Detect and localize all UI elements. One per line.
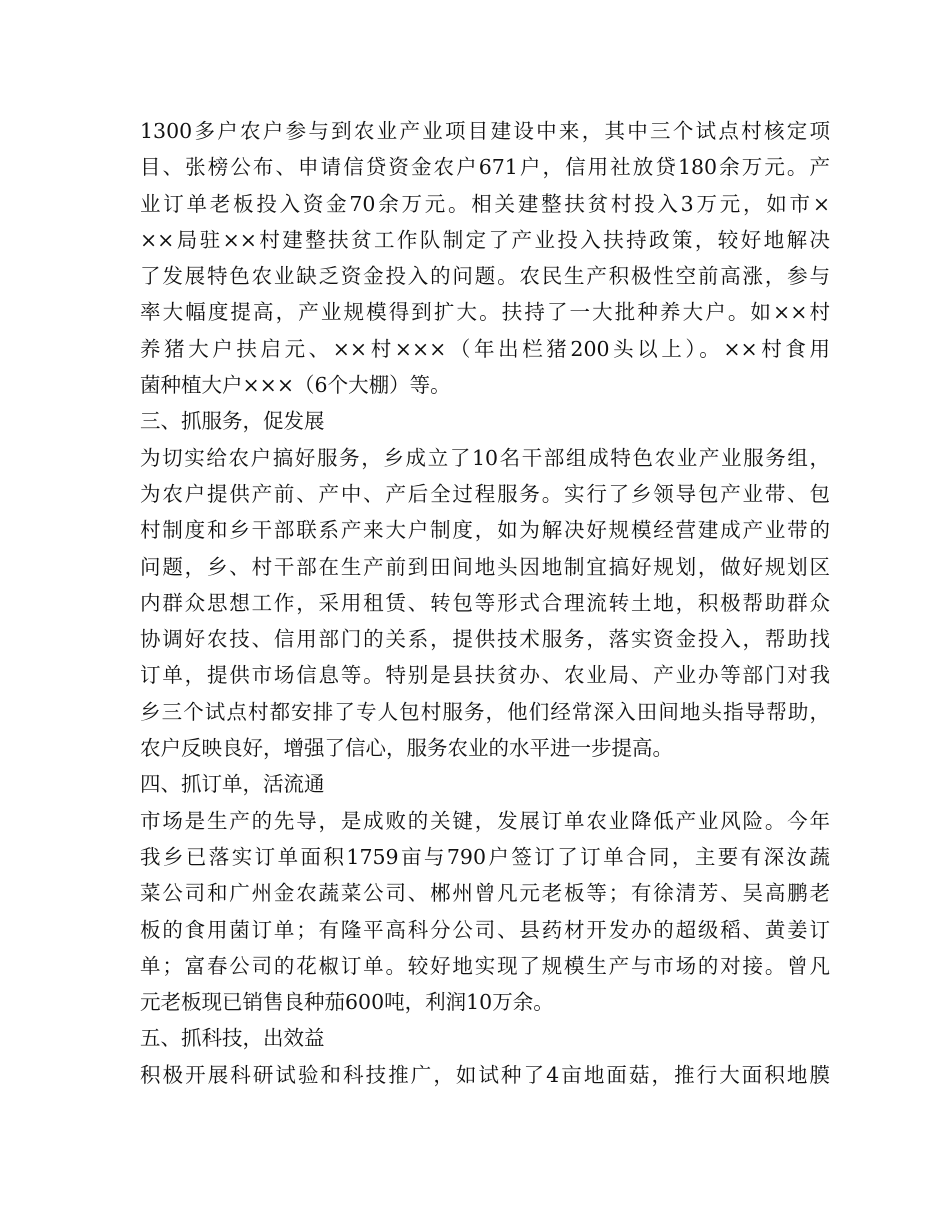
paragraph-line: 菜公司和广州金农蔬菜公司、郴州曾凡元老板等；有徐清芳、吴高鹏老: [140, 881, 830, 906]
paragraph-line: 订单，提供市场信息等。特别是县扶贫办、农业局、产业办等部门对我: [140, 663, 830, 688]
paragraph-line: 村制度和乡干部联系产来大户制度，如为解决好规模经营建成产业带的: [140, 518, 830, 543]
section-heading: 三、抓服务，促发展: [140, 409, 325, 434]
paragraph-line: 率大幅度提高，产业规模得到扩大。扶持了一大批种养大户。如××村: [140, 300, 830, 325]
document-body: [140, 113, 830, 1093]
paragraph-last-line: 菌种植大户×××（6个大棚）等。: [140, 373, 451, 398]
section-heading: 四、抓订单，活流通: [140, 772, 325, 797]
paragraph-last-line: 元老板现已销售良种茄600吨，利润10万余。: [140, 990, 554, 1015]
paragraph-line: 积极开展科研试验和科技推广，如试种了4亩地面菇，推行大面积地膜: [140, 1062, 830, 1087]
paragraph-line: 养猪大户扶启元、××村×××（年出栏猪200头以上）。××村食用: [140, 336, 830, 361]
paragraph-line: 乡三个试点村都安排了专人包村服务，他们经常深入田间地头指导帮助，: [140, 699, 830, 724]
paragraph-line: 1300多户农户参与到农业产业项目建设中来，其中三个试点村核定项: [140, 119, 830, 143]
paragraph-line: ××局驻××村建整扶贫工作队制定了产业投入扶持政策，较好地解决: [140, 227, 830, 252]
paragraph-line: 我乡已落实订单面积1759亩与790户签订了订单合同，主要有深汝蔬: [140, 844, 830, 869]
paragraph-line: 为切实给农户搞好服务，乡成立了10名干部组成特色农业产业服务组，: [140, 445, 830, 470]
paragraph-line: 板的食用菌订单；有隆平高科分公司、县药材开发办的超级稻、黄姜订: [140, 917, 830, 942]
paragraph-line: 协调好农技、信用部门的关系，提供技术服务，落实资金投入，帮助找: [140, 627, 830, 652]
paragraph-line: 单；富春公司的花椒订单。较好地实现了规模生产与市场的对接。曾凡: [140, 953, 830, 978]
paragraph-line: 内群众思想工作，采用租赁、转包等形式合理流转土地，积极帮助群众: [140, 590, 830, 615]
paragraph-line: 业订单老板投入资金70余万元。相关建整扶贫村投入3万元，如市×: [140, 191, 830, 216]
section-heading: 五、抓科技，出效益: [140, 1026, 325, 1051]
paragraph-line: 市场是生产的先导，是成败的关键，发展订单农业降低产业风险。今年: [140, 808, 830, 833]
paragraph-last-line: 农户反映良好，增强了信心，服务农业的水平进一步提高。: [140, 736, 673, 761]
paragraph-line: 了发展特色农业缺乏资金投入的问题。农民生产积极性空前高涨，参与: [140, 264, 830, 289]
paragraph-line: 问题，乡、村干部在生产前到田间地头因地制宜搞好规划，做好规划区: [140, 554, 830, 579]
paragraph-line: 目、张榜公布、申请信贷资金农户671户，信用社放贷180余万元。产: [140, 155, 830, 180]
paragraph-line: 为农户提供产前、产中、产后全过程服务。实行了乡领导包产业带、包: [140, 481, 830, 506]
